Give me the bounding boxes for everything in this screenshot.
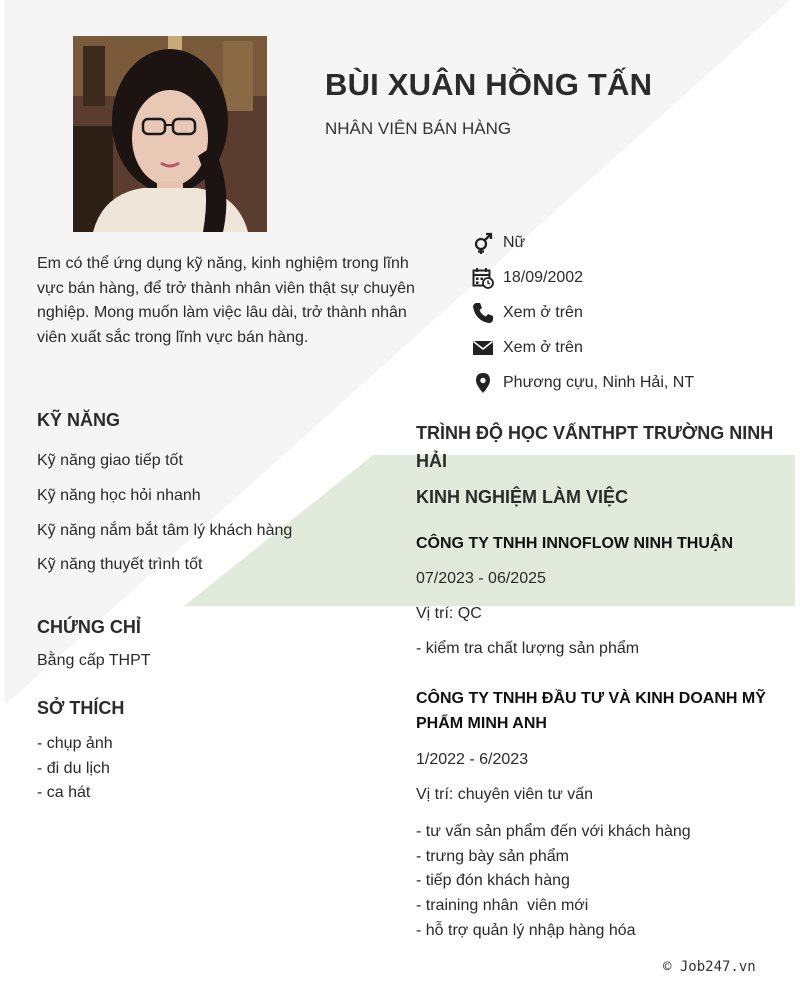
job-company: CÔNG TY TNHH INNOFLOW NINH THUẬN <box>416 535 734 552</box>
education-section: TRÌNH ĐỘ HỌC VẤNTHPT TRƯỜNG NINH HẢI <box>416 423 774 471</box>
hobbies-list <box>37 732 113 806</box>
job-duties-list <box>416 820 691 944</box>
contact-phone-value: Xem ở trên <box>503 304 583 321</box>
job-duty: - tiếp đón khách hàng <box>416 872 570 890</box>
job-duty: - tư vấn sản phẩm đến với khách hàng <box>416 823 691 840</box>
career-summary: Em có thể ứng dụng kỹ năng, kinh nghiệm trong lĩnh vực bán hàng, để trở thành nhân viên thật sự chuyên nghiệp. Mong muốn làm việc lâu dài, trở thành nhân viên xuất sắc trong lĩnh vực bán hàng. <box>37 255 415 347</box>
copyright-footer: © Job247.vn <box>663 959 756 975</box>
job-duty: - hỗ trợ quản lý nhập hàng hóa <box>416 921 636 939</box>
experience-heading: KINH NGHIỆM LÀM VIỆC <box>416 487 629 507</box>
location-icon <box>472 372 494 394</box>
job-duty: - trưng bày sản phẩm <box>416 847 570 865</box>
skills-list <box>37 452 292 591</box>
job-period: 07/2023 - 06/2025 <box>416 570 546 587</box>
job-period: 1/2022 - 6/2023 <box>416 751 529 768</box>
job-position: Vị trí: chuyên viên tư vấn <box>416 786 594 803</box>
contact-gender-value: Nữ <box>503 234 526 251</box>
skill-item: Kỹ năng giao tiếp tốt <box>37 452 183 469</box>
job-title: NHÂN VIÊN BÁN HÀNG <box>325 119 512 138</box>
contact-address-value: Phương cựu, Ninh Hải, NT <box>503 374 695 391</box>
job-duty: - kiểm tra chất lượng sản phẩm <box>416 640 640 657</box>
calendar-icon <box>472 267 494 289</box>
hobby-item: - chụp ảnh <box>37 735 113 752</box>
certificate-item: Bằng cấp THPT <box>37 652 151 669</box>
mail-icon <box>472 337 494 359</box>
job-company: CÔNG TY TNHH ĐẦU TƯ VÀ KINH DOANH MỸ PHẨM MINH ANH <box>416 690 766 732</box>
certificates-heading: CHỨNG CHỈ <box>37 617 141 637</box>
skill-item: Kỹ năng thuyết trình tốt <box>37 556 203 573</box>
hobby-item: - đi du lịch <box>37 759 110 777</box>
phone-icon <box>472 302 494 324</box>
skill-item: Kỹ năng nắm bắt tâm lý khách hàng <box>37 522 293 539</box>
hobbies-heading: SỞ THÍCH <box>37 698 125 718</box>
job-duty: - training nhân viên mới <box>416 897 589 915</box>
candidate-name: BÙI XUÂN HỒNG TẤN <box>325 67 653 102</box>
gender-icon <box>472 232 494 254</box>
job-position: Vị trí: QC <box>416 605 482 622</box>
contact-email-value: Xem ở trên <box>503 339 583 356</box>
certificates-list <box>37 652 151 670</box>
skill-item: Kỹ năng học hỏi nhanh <box>37 487 201 504</box>
profile-photo <box>73 36 267 232</box>
contact-birthdate-value: 18/09/2002 <box>503 269 584 286</box>
skills-heading: KỸ NĂNG <box>37 410 121 430</box>
hobby-item: - ca hát <box>37 784 91 802</box>
